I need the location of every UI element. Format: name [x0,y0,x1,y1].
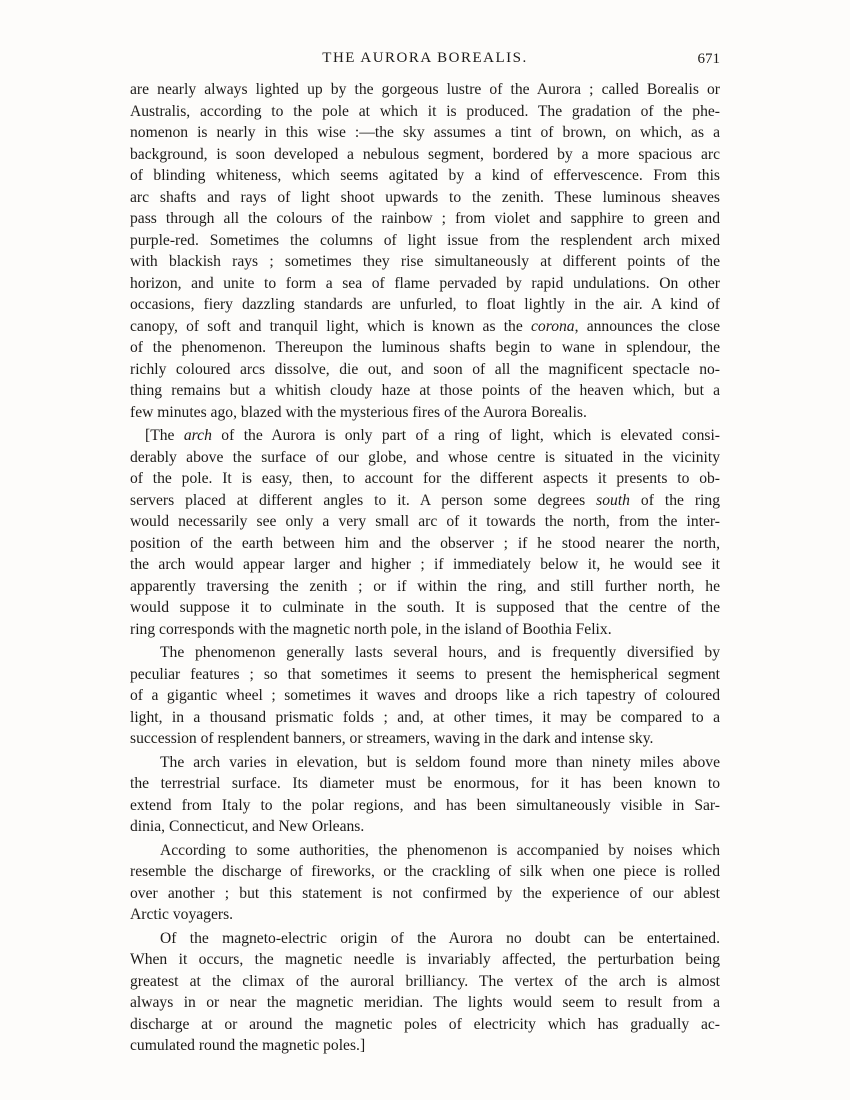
text-line: The arch varies in elevation, but is seldom found more than ninety miles above [160,753,720,771]
running-title: THE AURORA BOREALIS. [322,50,528,66]
text-line: horizon, and unite to form a sea of flame pervaded by rapid undulations. On other [130,274,720,292]
text-line: succession of resplendent banners, or streamers, waving in the dark and intense sky. [130,730,654,747]
text-line: few minutes ago, blazed with the mysterious fires of the Aurora Borealis. [130,403,587,421]
text-line: of the phenomenon. Thereupon the luminous shafts begin to wane in splendour, the [130,339,720,356]
text-line: of the pole. It is easy, then, to account for the different aspects it presents to ob- [130,470,720,487]
italic-word: corona [530,317,575,335]
text-line: with blackish rays ; sometimes they rise simultaneously at different points of the [130,253,720,270]
text-line: occasions, fiery dazzling standards are unfurled, to float lightly in the air. A kind of [130,296,720,313]
text-line: always in or near the magnetic meridian. The lights would seem to result from a [130,994,720,1011]
text-line: the arch would appear larger and higher ; if immediately below it, he would see it [130,556,720,573]
text-line: According to some authorities, the phenomenon is accompanied by noises which [160,841,720,859]
paragraph-1 [130,79,720,423]
text-line: richly coloured arcs dissolve, die out, and soon of all the magnificent spectacle no- [130,360,720,378]
body-text [130,79,720,1057]
text-line: would suppose it to culminate in the south. It is supposed that the centre of the [130,599,720,616]
text-line: canopy, of soft and tranquil light, which is known as the corona, announces the close [130,317,720,335]
text-line: resemble the discharge of fireworks, or the crackling of silk when one piece is rolled [130,863,720,880]
text-line: Australis, according to the pole at which it is produced. The gradation of the phe- [130,102,720,120]
text-line: pass through all the colours of the rainbow ; from violet and sapphire to green and [130,210,720,227]
paragraph-3 [130,642,720,750]
text-line: of a gigantic wheel ; sometimes it waves and droops like a rich tapestry of coloured [130,687,720,704]
text-line: [The arch of the Aurora is only part of a ring of light, which is elevated consi- [145,427,720,444]
text-line: purple-red. Sometimes the columns of light issue from the resplendent arch mixed [130,231,720,249]
text-line: The phenomenon generally lasts several hours, and is frequently diversified by [160,644,720,661]
text-line: cumulated round the magnetic poles.] [130,1037,366,1054]
text-line: greatest at the climax of the auroral brilliancy. The vertex of the arch is almost [130,972,720,990]
text-line: dinia, Connecticut, and New Orleans. [130,818,365,835]
text-line: are nearly always lighted up by the gorgeous lustre of the Aurora ; called Borealis or [130,81,720,98]
text-line: position of the earth between him and the observer ; if he stood nearer the north, [130,534,720,552]
paragraph-4 [130,752,720,838]
text-line: discharge at or around the magnetic poles of electricity which has gradually ac- [130,1015,720,1033]
text-line: extend from Italy to the polar regions, and has been simultaneously visible in Sar- [130,796,720,814]
text-line: thing remains but a whitish cloudy haze at those points of the heaven which, but a [130,382,720,399]
text-line: over another ; but this statement is not confirmed by the experience of our ablest [130,884,720,902]
paragraph-2 [130,425,720,640]
text-line: light, in a thousand prismatic folds ; and, at other times, it may be compared to a [130,708,720,726]
text-line: background, is soon developed a nebulous segment, bordered by a more spacious arc [130,145,720,163]
text-line: the terrestrial surface. Its diameter must be enormous, for it has been known to [130,775,720,792]
text-line: Arctic voyagers. [130,906,234,923]
text-line: ring corresponds with the magnetic north pole, in the island of Boothia Felix. [130,620,612,638]
text-line: nomenon is nearly in this wise :—the sky assumes a tint of brown, on which, as a [130,124,720,141]
text-line: would necessarily see only a very small arc of it towards the north, from the inter- [130,513,720,530]
text-line: Of the magneto-electric origin of the Aurora no doubt can be entertained. [160,929,720,947]
italic-word: arch [183,427,212,444]
text-line: arc shafts and rays of light shoot upwards to the zenith. These luminous sheaves [130,188,720,206]
paragraph-6 [130,928,720,1057]
text-line: apparently traversing the zenith ; or if within the ring, and still further north, he [130,577,720,595]
page-number: 671 [697,51,720,67]
running-head [130,46,720,70]
text-line: derably above the surface of our globe, and whose centre is situated in the vicinity [130,448,720,466]
text-line: peculiar features ; so that sometimes it seems to present the hemispherical segment [130,665,720,683]
paragraph-5 [130,840,720,926]
text-line: When it occurs, the magnetic needle is invariably affected, the perturbation being [130,951,720,968]
text-line: of blinding whiteness, which seems agitated by a kind of effervescence. From this [130,167,720,184]
italic-word: south [596,491,630,509]
text-line: servers placed at different angles to it. A person some degrees south of the ring [130,491,720,509]
